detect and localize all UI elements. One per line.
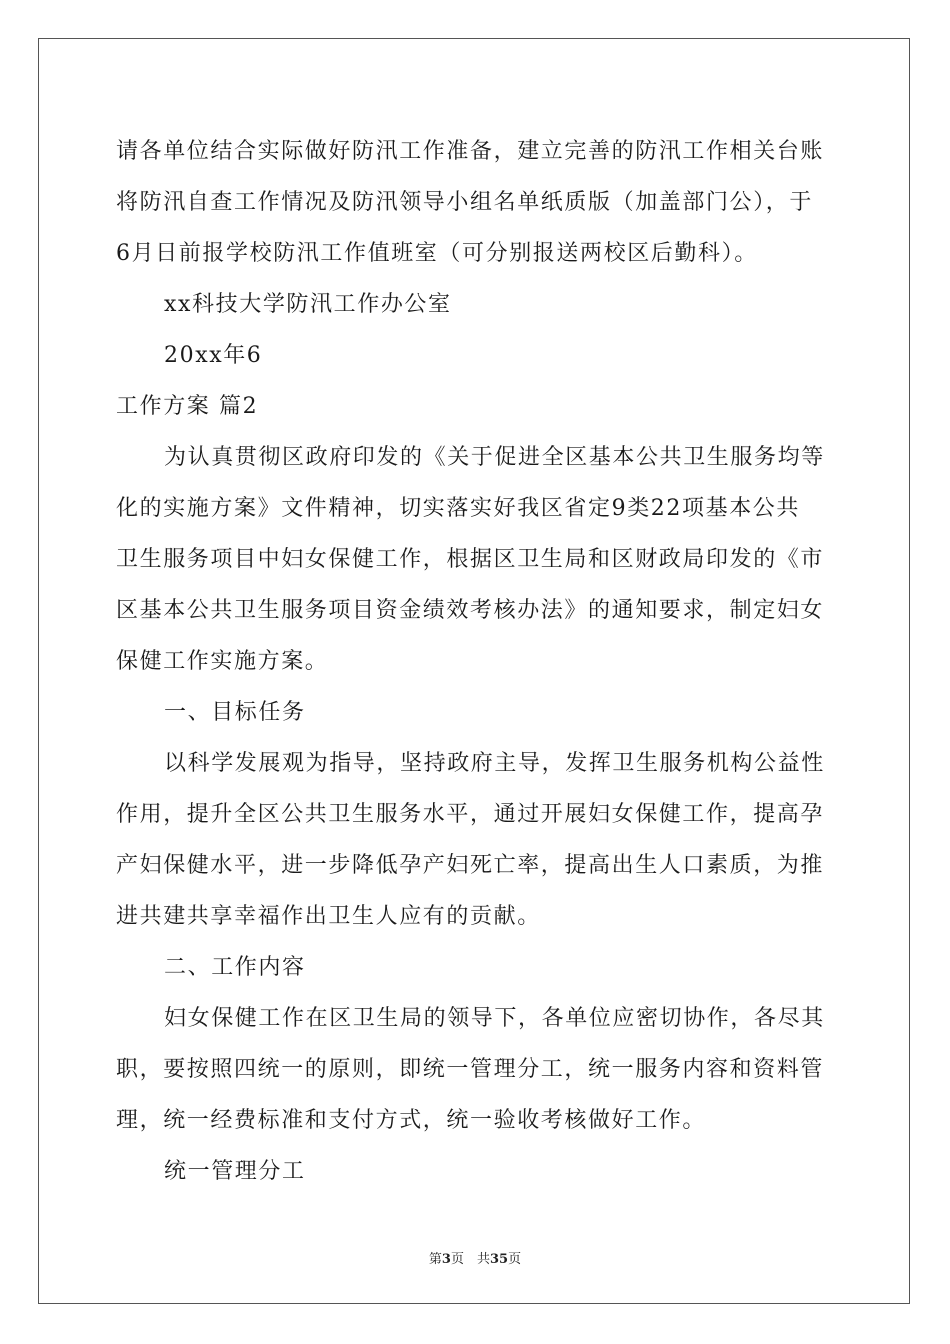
paragraph-line: 为认真贯彻区政府印发的《关于促进全区基本公共卫生服务均等 (164, 445, 825, 470)
paragraph-line: 保健工作实施方案。 (116, 649, 329, 674)
footer-mid: 页 共 (450, 1252, 490, 1267)
total-page-number: 35 (489, 1252, 509, 1267)
footer-prefix: 第 (428, 1252, 442, 1267)
paragraph-line: 卫生服务项目中妇女保健工作，根据区卫生局和区财政局印发的《市 (116, 547, 825, 572)
subsection-heading: 二、工作内容 (164, 955, 306, 980)
paragraph-line: 以科学发展观为指导，坚持政府主导，发挥卫生服务机构公益性 (164, 751, 825, 776)
section-heading: 工作方案 篇2 (116, 394, 259, 419)
paragraph-line: 产妇保健水平，进一步降低孕产妇死亡率，提高出生人口素质，为推 (116, 853, 825, 878)
paragraph-line: 区基本公共卫生服务项目资金绩效考核办法》的通知要求，制定妇女 (116, 598, 825, 623)
paragraph-line: 作用，提升全区公共卫生服务水平，通过开展妇女保健工作，提高孕 (116, 802, 825, 827)
footer-suffix: 页 (508, 1252, 522, 1267)
signature-date: 20xx年6 (164, 343, 263, 368)
paragraph-line: 理，统一经费标准和支付方式，统一验收考核做好工作。 (116, 1108, 707, 1133)
paragraph-line: 进共建共享幸福作出卫生人应有的贡献。 (116, 904, 541, 929)
subsection-heading: 统一管理分工 (164, 1159, 306, 1184)
paragraph-line: 妇女保健工作在区卫生局的领导下，各单位应密切协作，各尽其 (164, 1006, 825, 1031)
paragraph-line: 化的实施方案》文件精神，切实落实好我区省定9类22项基本公共 (116, 496, 800, 521)
current-page-number: 3 (441, 1252, 451, 1267)
paragraph-line: 将防汛自查工作情况及防汛领导小组名单纸质版（加盖部门公），于 (116, 190, 814, 215)
page-footer (0, 1248, 950, 1267)
document-body (116, 126, 836, 1197)
paragraph-line: 请各单位结合实际做好防汛工作准备，建立完善的防汛工作相关台账 (116, 139, 825, 164)
paragraph-line: 职，要按照四统一的原则，即统一管理分工，统一服务内容和资料管 (116, 1057, 825, 1082)
subsection-heading: 一、目标任务 (164, 700, 306, 725)
paragraph-line: 6月日前报学校防汛工作值班室（可分别报送两校区后勤科）。 (116, 241, 758, 266)
signature-office: xx科技大学防汛工作办公室 (164, 292, 452, 317)
